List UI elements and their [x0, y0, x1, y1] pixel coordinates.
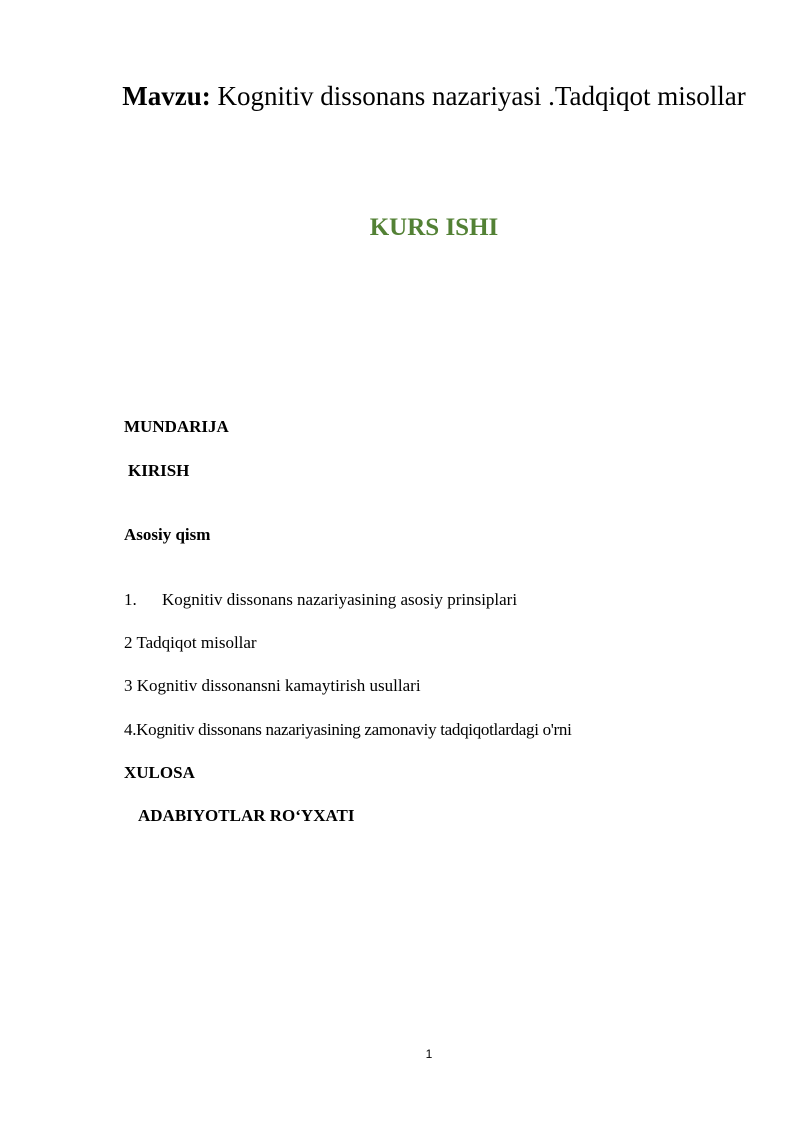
toc-item-number: 1.	[124, 590, 137, 609]
toc-main-part: Asosiy qism	[124, 525, 211, 544]
toc-conclusion: XULOSA	[124, 763, 195, 782]
page-number: 1	[425, 1047, 433, 1061]
toc-item-2: 2 Tadqiqot misollar	[124, 633, 257, 652]
document-topic	[120, 74, 748, 119]
document-type-title: KURS ISHI	[369, 214, 499, 241]
toc-item-1	[124, 590, 517, 610]
topic-label: Mavzu:	[122, 81, 211, 111]
toc-item-4: 4.Kognitiv dissonans nazariyasining zamonaviy tadqiqotlardagi o'rni	[124, 720, 572, 739]
toc-item-3: 3 Kognitiv dissonansni kamaytirish usullari	[124, 676, 421, 695]
toc-intro: KIRISH	[128, 461, 190, 480]
topic-text: Kognitiv dissonans nazariyasi .Tadqiqot misollar	[210, 81, 746, 111]
toc-references: ADABIYOTLAR RO‘YXATI	[138, 806, 355, 825]
toc-heading: MUNDARIJA	[124, 417, 229, 436]
toc-item-text: Kognitiv dissonans nazariyasining asosiy prinsiplari	[162, 590, 518, 609]
